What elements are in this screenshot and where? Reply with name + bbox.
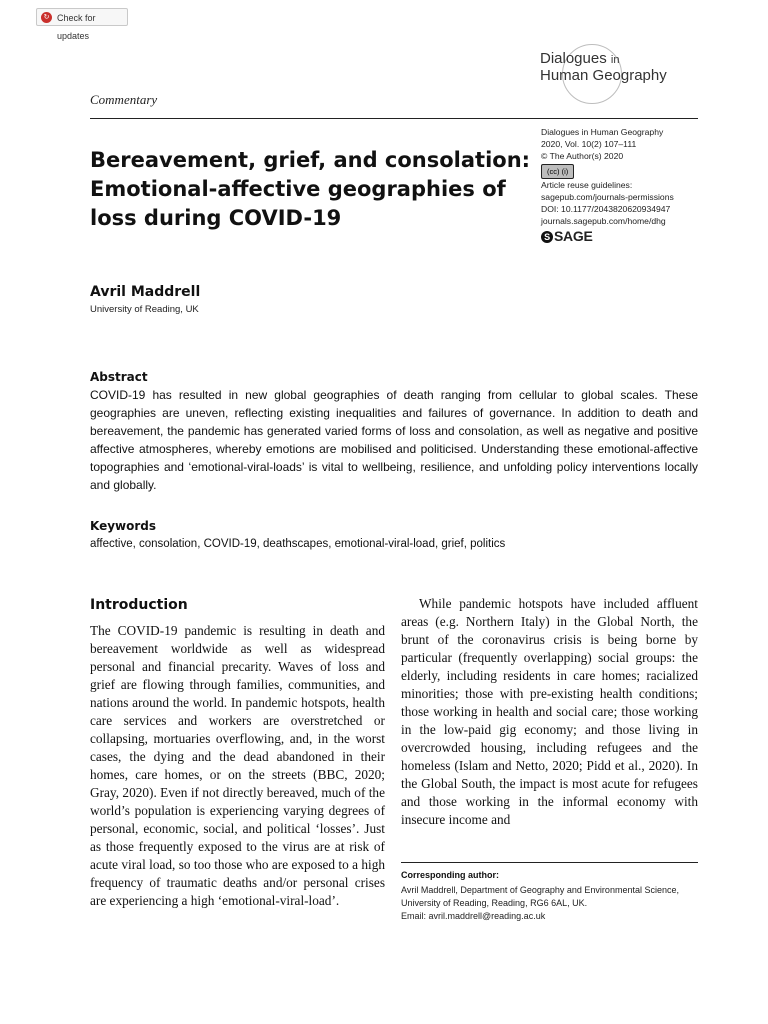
section-label: Commentary: [90, 92, 158, 107]
logo-line1-small: in: [610, 54, 620, 66]
doi[interactable]: DOI: 10.1177/2043820620934947: [541, 203, 671, 214]
sage-icon: S: [541, 231, 553, 243]
creative-commons-icon: (cc) (i): [541, 164, 574, 179]
publisher-name: SAGE: [554, 227, 593, 244]
corresponding-author-email[interactable]: Email: avril.maddrell@reading.ac.uk: [401, 911, 546, 921]
reuse-label: Article reuse guidelines:: [541, 180, 633, 191]
author-name: Avril Maddrell: [90, 284, 201, 300]
body-column-left: The COVID-19 pandemic is resulting in death and bereavement worldwide as well as widespread personal and financial precarity. Waves of loss and grief are flowing through families, communities, and nations around the world. In pandemic hotspots, health care services and workers are overstretched or collapsing, mortuaries overflowing, and, in the worst cases, the dying and the dead abandoned in their homes, care homes, or on the streets (BBC, 2020; Gray, 2020). Even if not directly bereaved, much of the world’s population is experiencing varying degrees of personal, economic, social, and political ‘losses’. Just as those frequently exposed to the virus are at risk of acute viral load, so too those who are exposed to a high frequency of traumatic deaths and/or personal crises are experiencing a high ‘emotional-viral-load’.: [90, 623, 385, 908]
check-for-updates-label: Check for updates: [57, 13, 96, 41]
corresponding-author-address: Avril Maddrell, Department of Geography and Environmental Science, University of Reading, Reading, RG6 6AL, UK.: [401, 885, 679, 908]
introduction-heading: Introduction: [90, 597, 188, 613]
abstract-heading: Abstract: [90, 370, 148, 384]
corresponding-author-heading: Corresponding author:: [401, 870, 499, 880]
publisher-logo: [541, 227, 711, 244]
volume-info: 2020, Vol. 10(2) 107–111: [541, 138, 637, 149]
article-metadata: [541, 127, 711, 243]
check-for-updates-button[interactable]: [36, 8, 128, 41]
logo-line1: Dialogues: [540, 50, 607, 67]
body-column-right: While pandemic hotspots have included affluent areas (e.g. Northern Italy) in the Global North, the brunt of the coronavirus crisis is being borne by particular (frequently overlapping) social groups: the elderly, including residents in care homes; racialized minorities; those with pre-existing health conditions; those working in health and social care; those working in the low-paid gig economy; and those living in overcrowded housing, including refugees and the homeless (Islam and Netto, 2020; Pidd et al., 2020). In the Global South, the impact is most acute for refugees and those working in the informal economy with insecure income and: [401, 596, 698, 827]
header-divider: [90, 118, 698, 119]
footnote-divider: [401, 862, 698, 863]
journal-name: Dialogues in Human Geography: [541, 127, 664, 137]
abstract-text: COVID-19 has resulted in new global geographies of death ranging from cellular to global scales. These geographies are uneven, reflecting existing inequalities and failures of governance. In addition to death and bereavement, the pandemic has generated varied forms of loss and consolation, as well as negative and positive affective atmospheres, whereby emotions are mobilised and politicised. Understanding these emotional-affective topographies and ‘emotional-viral-loads’ is vital to wellbeing, resilience, and unfolding policy interventions locally and globally.: [90, 388, 698, 492]
article-title: Bereavement, grief, and consolation: Emotional-affective geographies of loss during COVID-19: [90, 148, 531, 230]
copyright: © The Author(s) 2020: [541, 150, 624, 161]
author-affiliation: University of Reading, UK: [90, 304, 199, 315]
keywords-heading: Keywords: [90, 519, 157, 533]
update-icon: ↻: [41, 12, 52, 23]
corresponding-author-details: [401, 884, 701, 923]
journal-home-link[interactable]: journals.sagepub.com/home/dhg: [541, 215, 666, 226]
keywords-text: affective, consolation, COVID-19, deathscapes, emotional-viral-load, grief, politics: [90, 538, 506, 550]
reuse-link[interactable]: sagepub.com/journals-permissions: [541, 192, 674, 203]
logo-line2: Human Geography: [540, 67, 667, 84]
journal-logo: [540, 44, 700, 106]
